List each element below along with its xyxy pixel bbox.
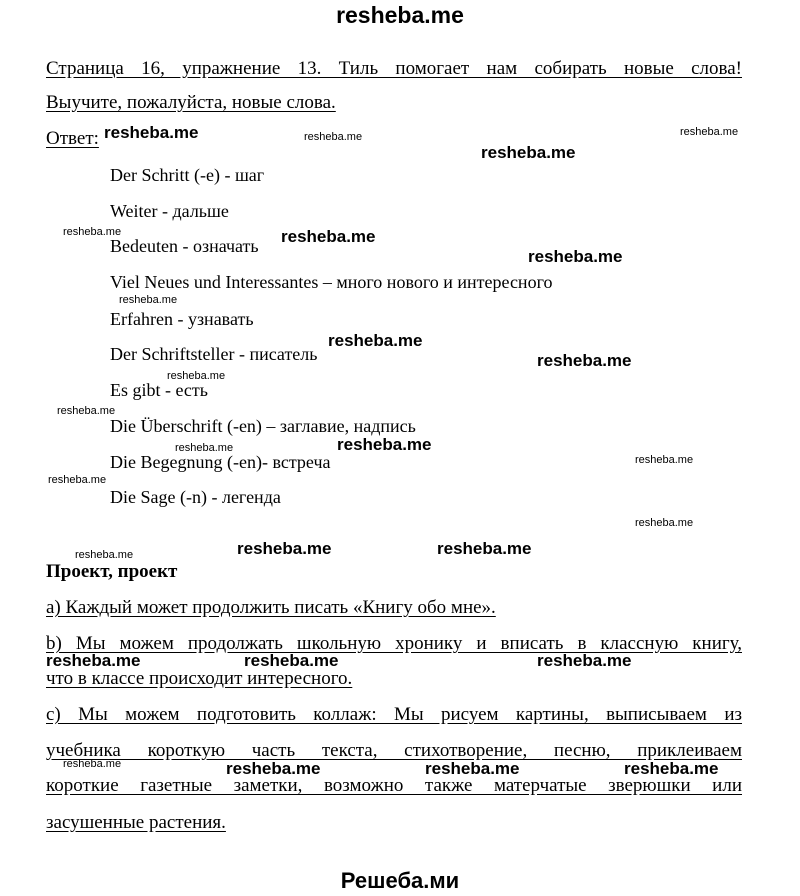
watermark: resheba.me xyxy=(635,517,694,529)
watermark: resheba.me xyxy=(63,226,122,238)
watermark: resheba.me xyxy=(328,331,423,350)
vocab-item: Die Begegnung (-en)- встреча xyxy=(110,452,331,472)
watermark: resheba.me xyxy=(75,549,134,561)
watermark: resheba.me xyxy=(237,539,332,558)
watermark: resheba.me xyxy=(281,227,376,246)
watermark: resheba.me xyxy=(437,539,532,558)
project-item-b-line-1: b) Мы можем продолжать школьную хронику и вписать в классную книгу, xyxy=(46,633,742,654)
watermark: resheba.me xyxy=(537,651,632,670)
project-item-c-line-4: засушенные растения. xyxy=(46,812,226,833)
watermark: resheba.me xyxy=(304,131,363,143)
watermark: resheba.me xyxy=(680,126,739,138)
project-heading: Проект, проект xyxy=(46,561,178,582)
answer-label: Ответ: xyxy=(46,128,99,149)
site-footer-logo[interactable]: Решеба.ми xyxy=(340,868,460,893)
vocab-item: Der Schriftsteller - писатель xyxy=(110,344,318,364)
watermark: resheba.me xyxy=(48,474,107,486)
watermark: resheba.me xyxy=(481,143,576,162)
watermark: resheba.me xyxy=(167,370,226,382)
project-item-c-line-2: учебника короткую часть текста, стихотворение, песню, приклеиваем xyxy=(46,740,742,761)
project-item-c-line-1: с) Мы можем подготовить коллаж: Мы рисуем картины, выписываем из xyxy=(46,704,742,725)
vocab-item: Viel Neues und Interessantes – много нового и интересного xyxy=(110,272,553,292)
vocab-item: Die Sage (-n) - легенда xyxy=(110,487,281,507)
site-header-logo[interactable]: resheba.me xyxy=(336,2,464,28)
vocab-item: Erfahren - узнавать xyxy=(110,309,254,329)
vocab-item: Der Schritt (-e) - шаг xyxy=(110,165,265,185)
watermark: resheba.me xyxy=(119,294,178,306)
watermark: resheba.me xyxy=(226,759,321,778)
watermark: resheba.me xyxy=(57,405,116,417)
watermark: resheba.me xyxy=(104,123,199,142)
watermark: resheba.me xyxy=(244,651,339,670)
watermark: resheba.me xyxy=(46,651,141,670)
watermark: resheba.me xyxy=(337,435,432,454)
vocab-item: Bedeuten - означать xyxy=(110,236,259,256)
task-line-2: Выучите, пожалуйста, новые слова. xyxy=(46,92,336,113)
project-item-b-line-2: что в классе происходит интересного. xyxy=(46,668,353,689)
watermark: resheba.me xyxy=(425,759,520,778)
watermark: resheba.me xyxy=(528,247,623,266)
vocab-item: Die Überschrift (-en) – заглавие, надпись xyxy=(110,416,416,436)
watermark: resheba.me xyxy=(537,351,632,370)
watermark: resheba.me xyxy=(63,758,122,770)
task-line-1: Страница 16, упражнение 13. Тиль помогает нам собирать новые слова! xyxy=(46,58,742,79)
project-item-a: а) Каждый может продолжить писать «Книгу обо мне». xyxy=(46,597,496,618)
vocab-item: Es gibt - есть xyxy=(110,380,208,400)
watermark: resheba.me xyxy=(635,454,694,466)
watermark: resheba.me xyxy=(175,442,234,454)
vocab-item: Weiter - дальше xyxy=(110,201,229,221)
watermark: resheba.me xyxy=(624,759,719,778)
project-item-c-line-3: короткие газетные заметки, возможно также матерчатые зверюшки или xyxy=(46,775,742,796)
